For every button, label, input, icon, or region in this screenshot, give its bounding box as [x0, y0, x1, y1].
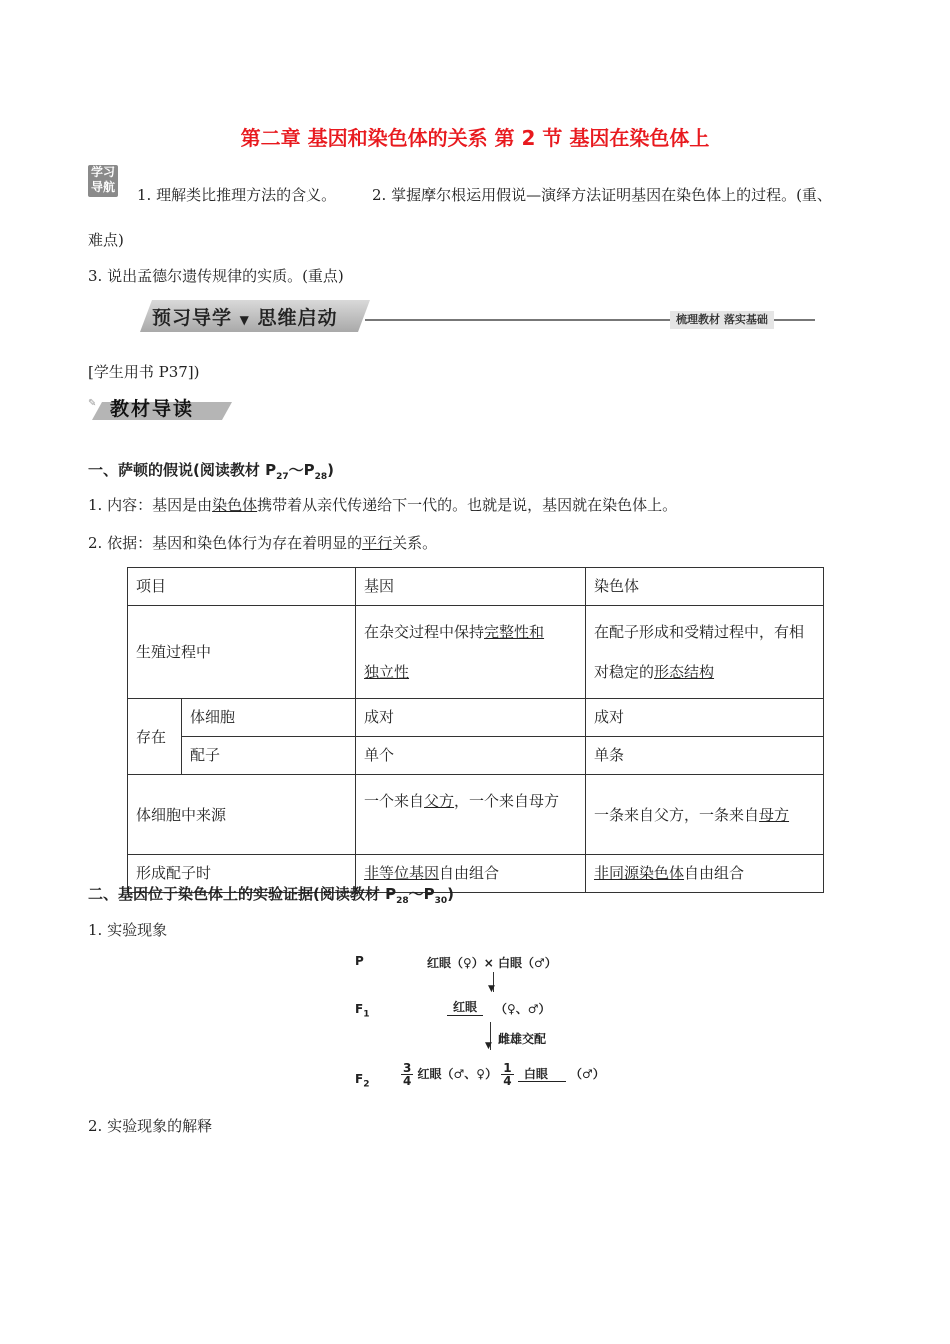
table-cell: 体细胞中来源	[128, 775, 356, 855]
table-cell: 非等位基因自由组合	[356, 855, 586, 893]
table-row	[128, 737, 824, 775]
objective-2: 2. 掌握摩尔根运用假说—演绎方法证明基因在染色体上的过程。(重、	[372, 186, 832, 204]
generation-f2-label: $F_2$	[355, 1072, 370, 1090]
part2-item-1: 1. 实验现象	[88, 921, 168, 939]
generation-p-label: P	[355, 954, 364, 968]
part2-heading: 二、基因位于染色体上的实验证据(阅读教材 $P_{28}\sim P_{30}$)	[88, 885, 454, 906]
table-row	[128, 568, 824, 606]
table-cell: 在杂交过程中保持完整性和 独立性	[356, 606, 586, 699]
table-cell: 体细胞	[182, 699, 356, 737]
table-cell: 生殖过程中	[128, 606, 356, 699]
mating-label: 雌雄交配	[498, 1032, 547, 1046]
table-cell: 配子	[182, 737, 356, 775]
table-header-cell: 项目	[128, 568, 356, 606]
table-row	[128, 606, 824, 699]
section-header-textbook: ✎ 教材导读	[88, 394, 238, 424]
objective-2-cont: 难点)	[88, 231, 124, 249]
cross-diagram	[355, 948, 635, 1098]
table-cell: 成对	[586, 699, 824, 737]
part1-content: 1. 内容：基因是由染色体携带着从亲代传递给下一代的。也就是说，基因就在染色体上。	[88, 496, 678, 514]
pencil-icon: ✎	[88, 398, 97, 409]
table-row	[128, 699, 824, 737]
preview-banner: 预习导学 ▼ 思维启动 梳理教材 落实基础	[140, 300, 820, 340]
table-cell: 在配子形成和受精过程中，有相对稳定的形态结构	[586, 606, 824, 699]
banner-tag: 梳理教材 落实基础	[670, 311, 774, 329]
table-cell: 一个来自父方，一个来自母方	[356, 775, 586, 855]
f1-phenotype: 红眼	[447, 998, 483, 1016]
arrow-head-icon: ▼	[488, 984, 495, 994]
table-cell: 形成配子时	[128, 855, 356, 893]
table-row	[128, 775, 824, 855]
objective-1: 1. 理解类比推理方法的含义。	[137, 186, 337, 204]
table-cell: 非同源染色体自由组合	[586, 855, 824, 893]
generation-f1-label: $F_1$	[355, 1002, 370, 1020]
table-cell: 成对	[356, 699, 586, 737]
table-header-cell: 染色体	[586, 568, 824, 606]
table-cell: 存在	[128, 699, 182, 775]
arrow-head-icon: ▼	[485, 1041, 492, 1051]
table-header-cell: 基因	[356, 568, 586, 606]
part1-heading: 一、萨顿的假说(阅读教材 $P_{27}\sim P_{28}$)	[88, 461, 334, 482]
part1-basis: 2. 依据：基因和染色体行为存在着明显的平行关系。	[88, 534, 438, 552]
objective-3: 3. 说出孟德尔遗传规律的实质。(重点)	[88, 267, 344, 285]
fraction-one-quarter: $\frac{1}{4}$	[503, 1061, 512, 1088]
fraction-three-quarters: $\frac{3}{4}$	[403, 1061, 412, 1088]
f1-sex: （♀、♂）	[495, 1002, 551, 1016]
table-cell: 一条来自父方，一条来自母方	[586, 775, 824, 855]
book-reference: [学生用书 P37])	[88, 363, 200, 381]
study-nav-badge: 学习 导航	[88, 165, 118, 197]
f2-row: $\frac{3}{4}$ 红眼（♂、♀） $\frac{1}{4}$ 白眼 （♂）	[403, 1061, 605, 1088]
triangle-down-icon: ▼	[239, 313, 250, 327]
table-cell: 单条	[586, 737, 824, 775]
p-cross-text: 红眼（♀）× 白眼（♂）	[427, 956, 557, 970]
page-title: 第二章 基因和染色体的关系 第 2 节 基因在染色体上	[240, 126, 710, 150]
comparison-table	[127, 567, 824, 893]
table-cell: 单个	[356, 737, 586, 775]
part2-item-2: 2. 实验现象的解释	[88, 1117, 213, 1135]
